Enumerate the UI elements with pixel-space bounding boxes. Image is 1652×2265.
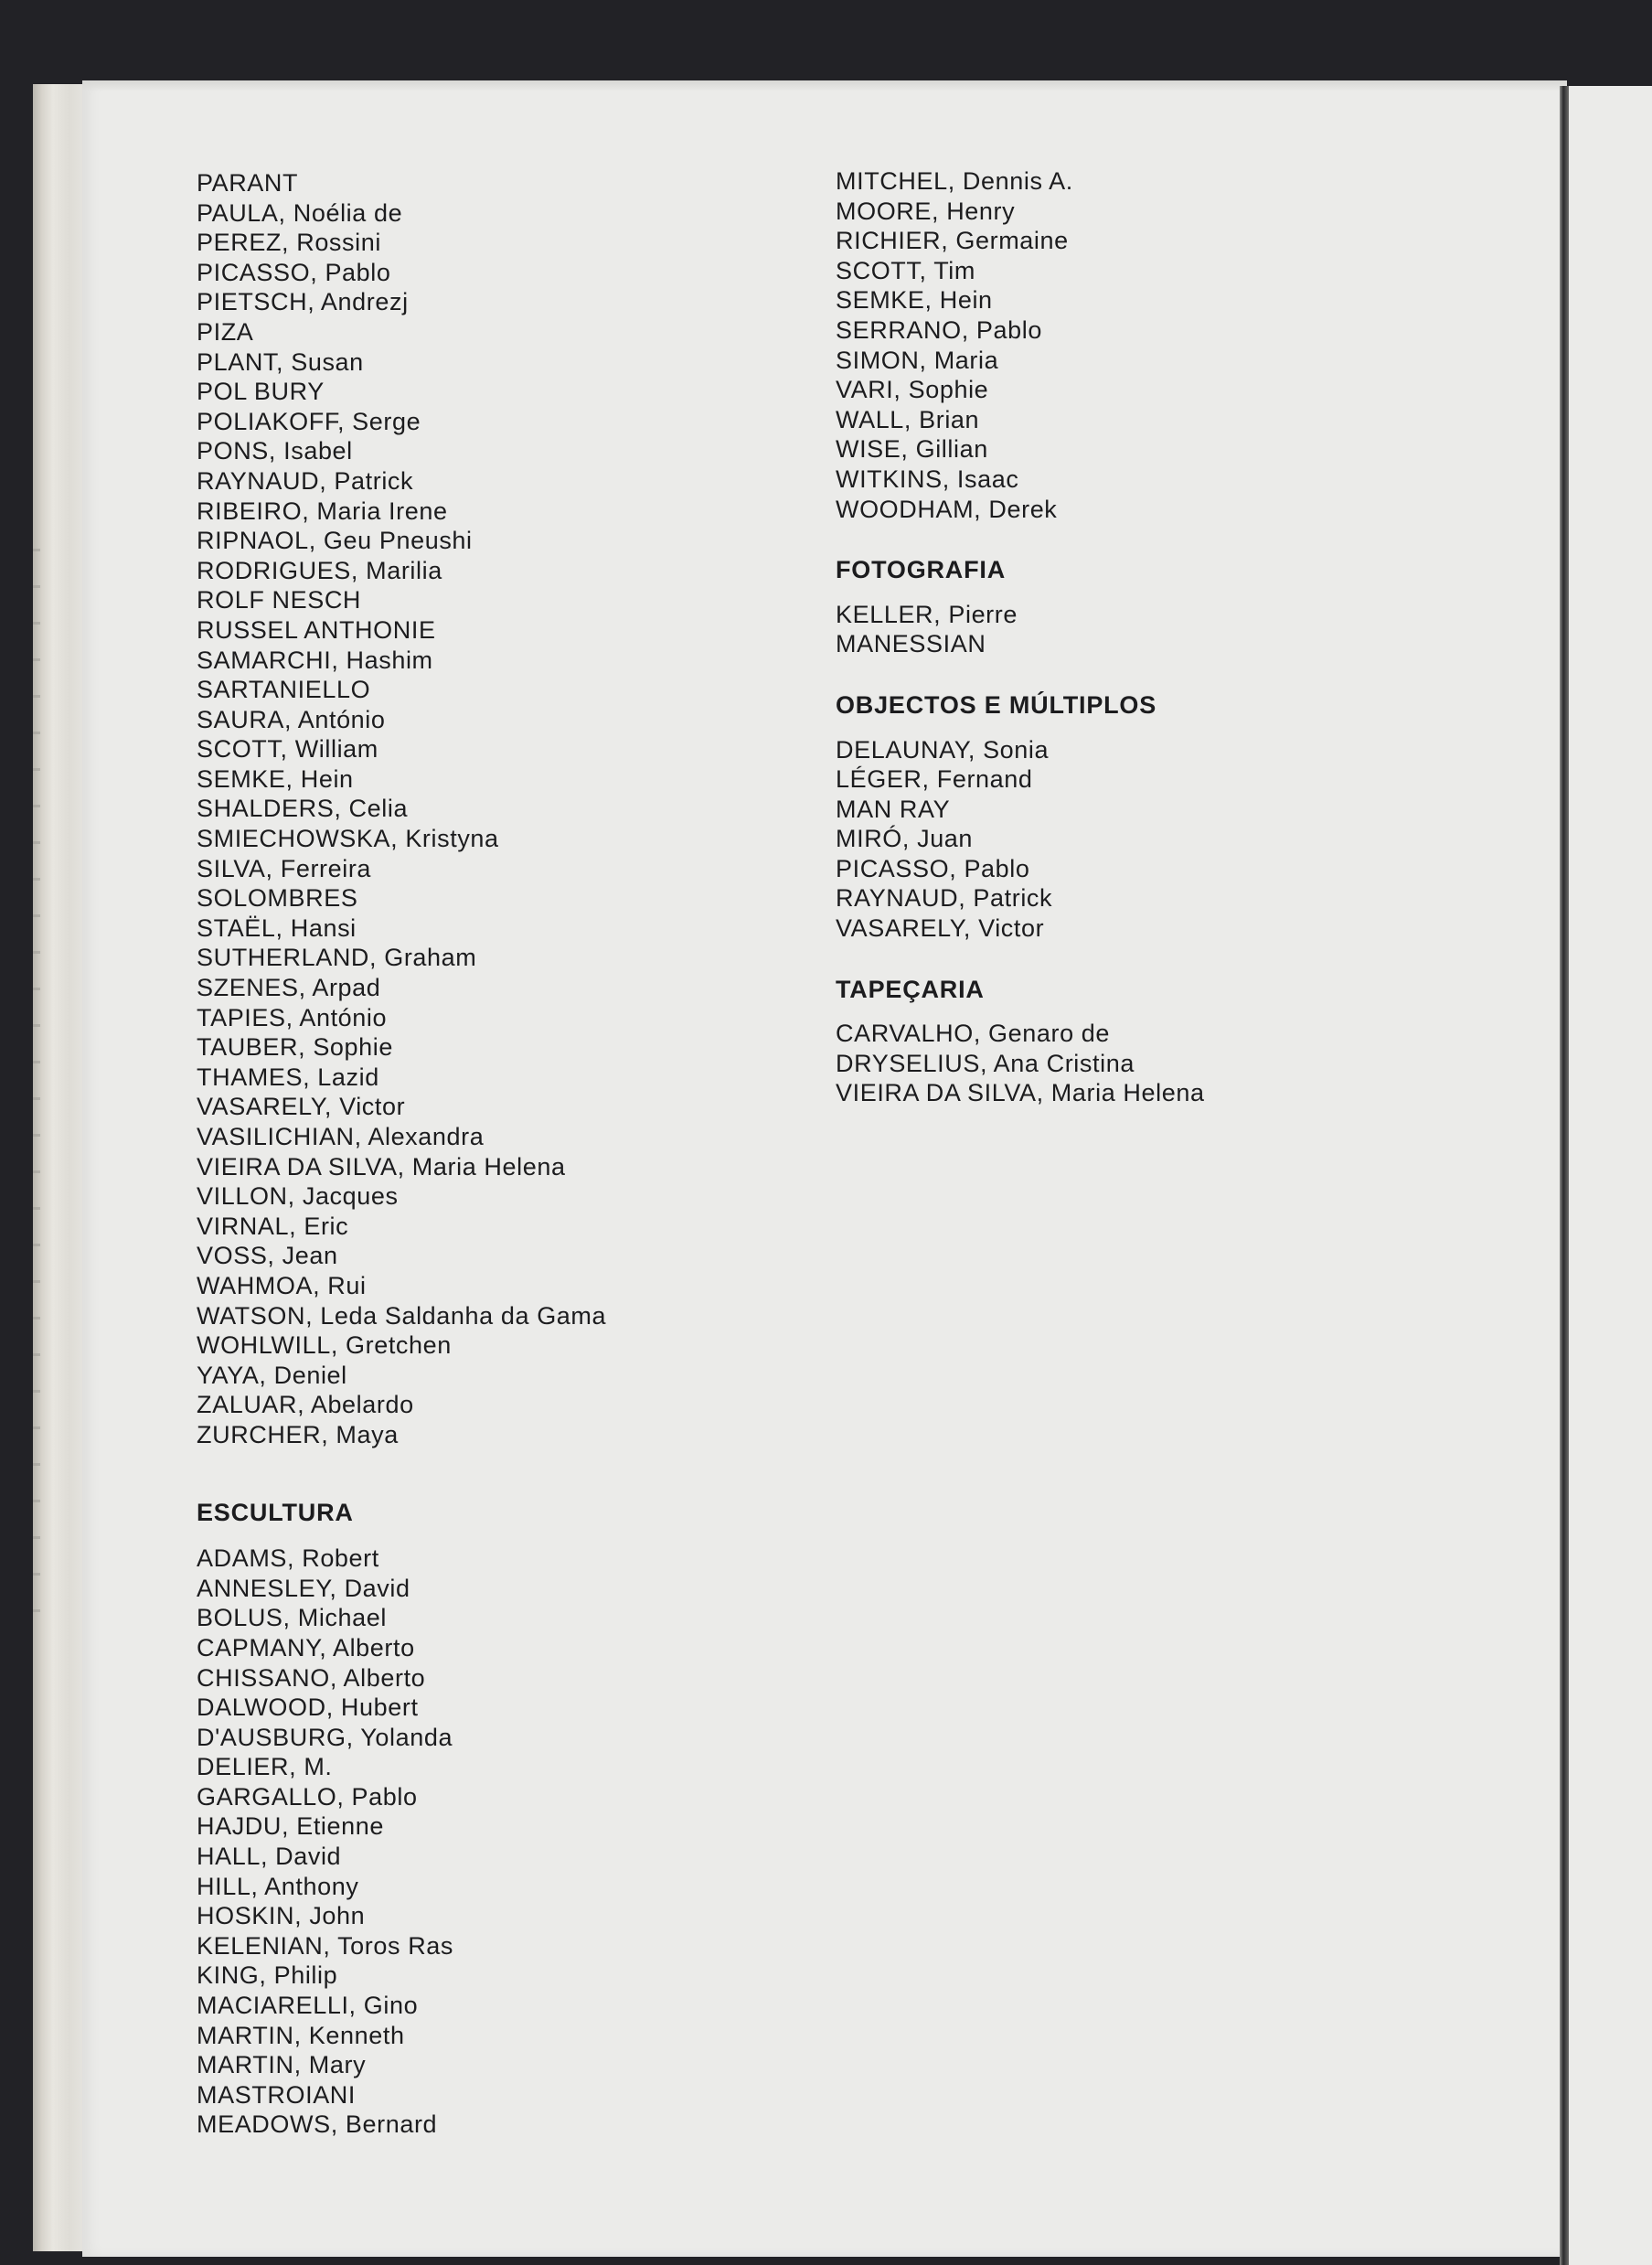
artist-entry: CHISSANO, Alberto <box>197 1663 426 1692</box>
artist-entry: LÉGER, Fernand <box>836 765 1033 794</box>
binding-marks <box>33 549 40 1646</box>
artist-entry: PICASSO, Pablo <box>836 854 1030 882</box>
artist-entry: DRYSELIUS, Ana Cristina <box>836 1049 1135 1077</box>
artist-entry: PARANT <box>197 169 299 197</box>
artist-entry: SCOTT, William <box>197 735 378 764</box>
artist-entry: VIRNAL, Eric <box>197 1212 349 1240</box>
artist-entry: TAUBER, Sophie <box>197 1033 393 1062</box>
artist-entry: PIETSCH, Andrezj <box>197 288 409 316</box>
artist-entry: VARI, Sophie <box>836 376 989 404</box>
artist-entry: MAN RAY <box>836 795 951 823</box>
book-gutter <box>1560 86 1569 2265</box>
artist-entry: ADAMS, Robert <box>197 1544 379 1573</box>
artist-entry: VIEIRA DA SILVA, Maria Helena <box>836 1079 1205 1107</box>
tapestry-list <box>836 1019 1348 1108</box>
artist-entry: SARTANIELLO <box>197 676 371 704</box>
artist-entry: RIBEIRO, Maria Irene <box>197 497 448 525</box>
artist-entry: HAJDU, Etienne <box>197 1812 384 1841</box>
artist-entry: MIRÓ, Juan <box>836 825 974 853</box>
right-column <box>836 166 1348 1108</box>
page-top-shadow <box>82 80 1567 91</box>
artist-entry: WAHMOA, Rui <box>197 1271 367 1299</box>
artist-entry: PAULA, Noélia de <box>197 198 403 227</box>
artist-entry: TAPIES, António <box>197 1003 388 1031</box>
artist-entry: SOLOMBRES <box>197 884 358 913</box>
artist-entry: SZENES, Arpad <box>197 974 381 1002</box>
artist-entry: PLANT, Susan <box>197 347 364 376</box>
artist-entry: HOSKIN, John <box>197 1902 366 1930</box>
artist-entry: MARTIN, Kenneth <box>197 2021 405 2049</box>
artist-entry: PEREZ, Rossini <box>197 229 381 257</box>
artist-entry: WALL, Brian <box>836 405 980 433</box>
artist-entry: THAMES, Lazid <box>197 1063 379 1091</box>
artist-entry: WITKINS, Isaac <box>836 465 1019 493</box>
objects-list <box>836 735 1348 944</box>
artist-entry: DALWOOD, Hubert <box>197 1693 419 1722</box>
artist-entry: MARTIN, Mary <box>197 2051 367 2079</box>
artist-entry: SERRANO, Pablo <box>836 315 1042 344</box>
artist-entry: SAMARCHI, Hashim <box>197 646 433 674</box>
sculpture-heading: ESCULTURA <box>197 1498 354 1526</box>
artist-entry: KELENIAN, Toros Ras <box>197 1931 454 1960</box>
artist-entry: SCOTT, Tim <box>836 256 975 284</box>
artist-entry: MASTROIANI <box>197 2080 357 2109</box>
artist-entry: VASARELY, Victor <box>836 914 1045 943</box>
artist-entry: WOHLWILL, Gretchen <box>197 1331 452 1360</box>
artist-entry: PIZA <box>197 317 254 346</box>
artist-entry: SIMON, Maria <box>836 346 999 374</box>
tapestry-heading: TAPEÇARIA <box>836 975 985 1003</box>
artist-entry: SEMKE, Hein <box>197 764 354 793</box>
photography-heading: FOTOGRAFIA <box>836 556 1006 584</box>
artist-entry: SEMKE, Hein <box>836 286 993 315</box>
artist-entry: D'AUSBURG, Yolanda <box>197 1723 453 1751</box>
artist-entry: PICASSO, Pablo <box>197 258 391 286</box>
artist-entry: VASARELY, Victor <box>197 1093 406 1121</box>
left-column <box>197 168 709 2140</box>
artist-entry: YAYA, Deniel <box>197 1361 347 1389</box>
artist-entry: SHALDERS, Celia <box>197 795 409 823</box>
artist-entry: RICHIER, Germaine <box>836 227 1069 255</box>
artist-entry: POL BURY <box>197 378 325 406</box>
artist-entry: HALL, David <box>197 1843 342 1871</box>
artist-entry: BOLUS, Michael <box>197 1604 387 1632</box>
artist-entry: VILLON, Jacques <box>197 1182 399 1211</box>
facing-page-edge <box>1565 86 1652 2265</box>
artist-entry: WATSON, Leda Saldanha da Gama <box>197 1301 607 1330</box>
artist-entry: SAURA, António <box>197 705 386 733</box>
artist-entry: GARGALLO, Pablo <box>197 1782 418 1811</box>
artist-entry: SILVA, Ferreira <box>197 854 372 882</box>
artist-entry: ZURCHER, Maya <box>197 1420 399 1448</box>
artist-entry: SMIECHOWSKA, Kristyna <box>197 825 499 853</box>
artist-entry: VASILICHIAN, Alexandra <box>197 1123 485 1150</box>
sculpture-continued-list <box>836 166 1348 524</box>
artist-entry: SUTHERLAND, Graham <box>197 944 477 972</box>
artist-entry: DELIER, M. <box>197 1753 333 1781</box>
artist-entry: WOODHAM, Derek <box>836 495 1058 523</box>
artist-entry: RODRIGUES, Marilia <box>197 556 442 584</box>
artist-entry: MOORE, Henry <box>836 197 1016 225</box>
artist-entry: STAËL, Hansi <box>197 913 357 942</box>
artist-entry: MITCHEL, Dennis A. <box>836 167 1073 195</box>
artist-entry: DELAUNAY, Sonia <box>836 735 1050 764</box>
artist-entry: RUSSEL ANTHONIE <box>197 615 436 644</box>
artist-entry: HILL, Anthony <box>197 1872 359 1900</box>
objects-heading: OBJECTOS E MÚLTIPLOS <box>836 690 1157 719</box>
artist-entry: RAYNAUD, Patrick <box>197 466 414 495</box>
sculpture-list <box>197 1544 709 2140</box>
artist-entry: WISE, Gillian <box>836 435 988 464</box>
artist-entry: KELLER, Pierre <box>836 600 1018 628</box>
artist-entry: CARVALHO, Genaro de <box>836 1020 1111 1048</box>
artist-entry: POLIAKOFF, Serge <box>197 407 421 435</box>
artist-entry: MEADOWS, Bernard <box>197 2110 438 2139</box>
artist-entry: MACIARELLI, Gino <box>197 1992 419 2020</box>
artist-entry: PONS, Isabel <box>197 437 353 465</box>
artist-entry: CAPMANY, Alberto <box>197 1633 415 1661</box>
artist-entry: RIPNAOL, Geu Pneushi <box>197 527 473 555</box>
artist-entry: VIEIRA DA SILVA, Maria Helena <box>197 1152 566 1181</box>
artist-entry: ROLF NESCH <box>197 586 362 614</box>
artist-entry: ZALUAR, Abelardo <box>197 1391 414 1419</box>
photography-list <box>836 600 1348 659</box>
artist-entry: ANNESLEY, David <box>197 1574 410 1602</box>
artist-entry: MANESSIAN <box>836 630 986 658</box>
artist-entry: KING, Philip <box>197 1961 338 1990</box>
artist-entry: VOSS, Jean <box>197 1242 338 1270</box>
painting-list <box>197 168 709 1450</box>
artist-entry: RAYNAUD, Patrick <box>836 884 1053 913</box>
